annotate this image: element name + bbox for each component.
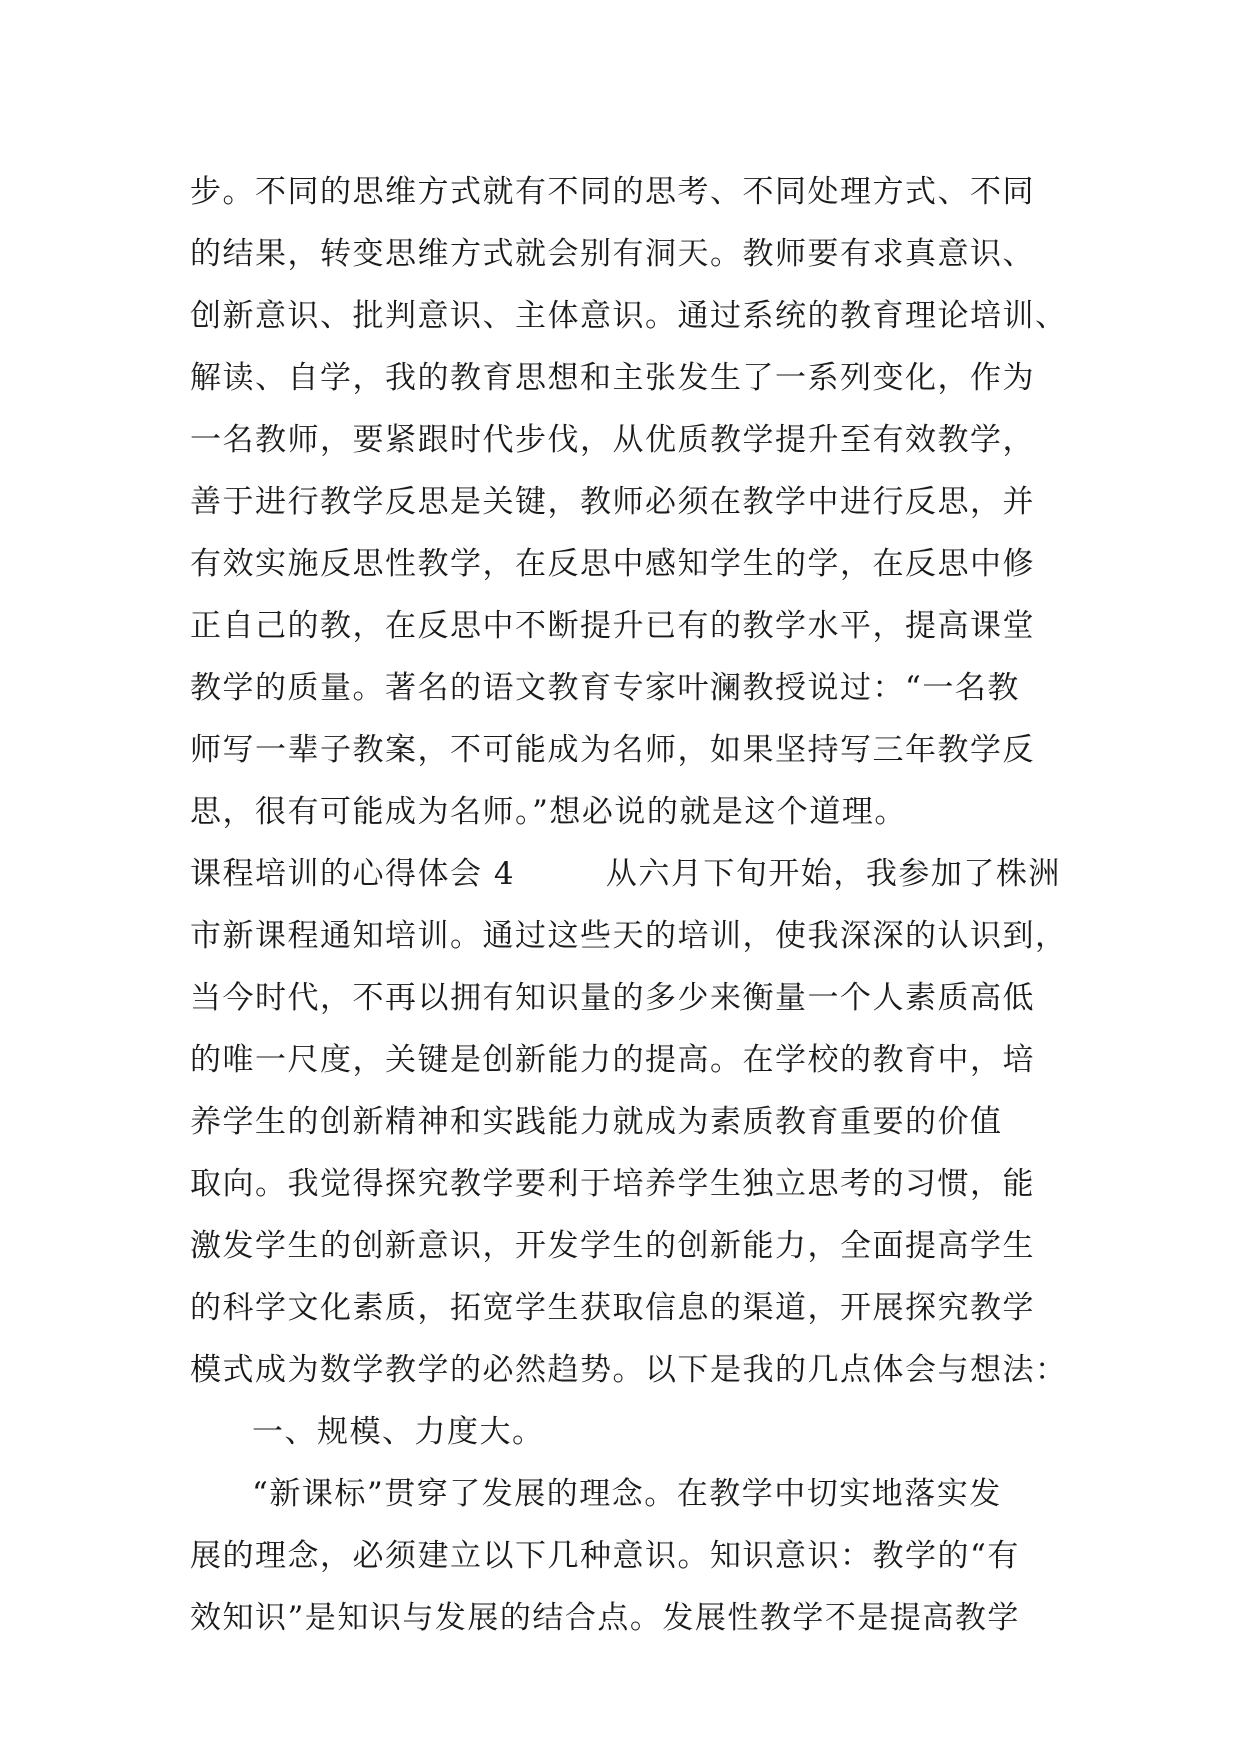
text-line: “新课标”贯穿了发展的理念。在教学中切实地落实发 (252, 1476, 1002, 1512)
section-heading-line: 课程培训的心得体会 4 从六月下旬开始，我参加了株洲 (190, 856, 1061, 892)
text-line: 的结果，转变思维方式就会别有洞天。教师要有求真意识、 (190, 236, 1035, 272)
text-line: 一名教师，要紧跟时代步伐，从优质教学提升至有效教学， (190, 422, 1035, 458)
text-line: 教学的质量。著名的语文教育专家叶澜教授说过：“一名教 (190, 670, 1020, 706)
text-line: 步。不同的思维方式就有不同的思考、不同处理方式、不同 (190, 174, 1035, 210)
list-item-heading: 一、规模、力度大。 (252, 1414, 545, 1450)
text-line: 解读、自学，我的教育思想和主张发生了一系列变化，作为 (190, 360, 1035, 396)
text-line: 模式成为数学教学的必然趋势。以下是我的几点体会与想法： (190, 1352, 1068, 1388)
text-line: 市新课程通知培训。通过这些天的培训，使我深深的认识到， (190, 918, 1068, 954)
text-line: 激发学生的创新意识，开发学生的创新能力，全面提高学生 (190, 1228, 1035, 1264)
text-line: 思，很有可能成为名师。”想必说的就是这个道理。 (190, 794, 907, 830)
text-line: 正自己的教，在反思中不断提升已有的教学水平，提高课堂 (190, 608, 1035, 644)
text-line: 取向。我觉得探究教学要利于培养学生独立思考的习惯，能 (190, 1166, 1035, 1202)
text-line: 效知识”是知识与发展的结合点。发展性教学不是提高教学 (190, 1600, 1020, 1636)
text-line: 养学生的创新精神和实践能力就成为素质教育重要的价值 (190, 1104, 1003, 1140)
text-line: 的唯一尺度，关键是创新能力的提高。在学校的教育中，培 (190, 1042, 1035, 1078)
text-line: 当今时代，不再以拥有知识量的多少来衡量一个人素质高低 (190, 980, 1035, 1016)
text-line: 有效实施反思性教学，在反思中感知学生的学，在反思中修 (190, 546, 1035, 582)
body-text (190, 161, 1070, 1649)
text-line: 师写一辈子教案，不可能成为名师，如果坚持写三年教学反 (190, 732, 1035, 768)
text-line: 的科学文化素质，拓宽学生获取信息的渠道，开展探究教学 (190, 1290, 1035, 1326)
text-line: 创新意识、批判意识、主体意识。通过系统的教育理论培训、 (190, 298, 1068, 334)
text-line: 善于进行教学反思是关键，教师必须在教学中进行反思，并 (190, 484, 1035, 520)
text-line: 展的理念，必须建立以下几种意识。知识意识：教学的“有 (190, 1538, 1020, 1574)
